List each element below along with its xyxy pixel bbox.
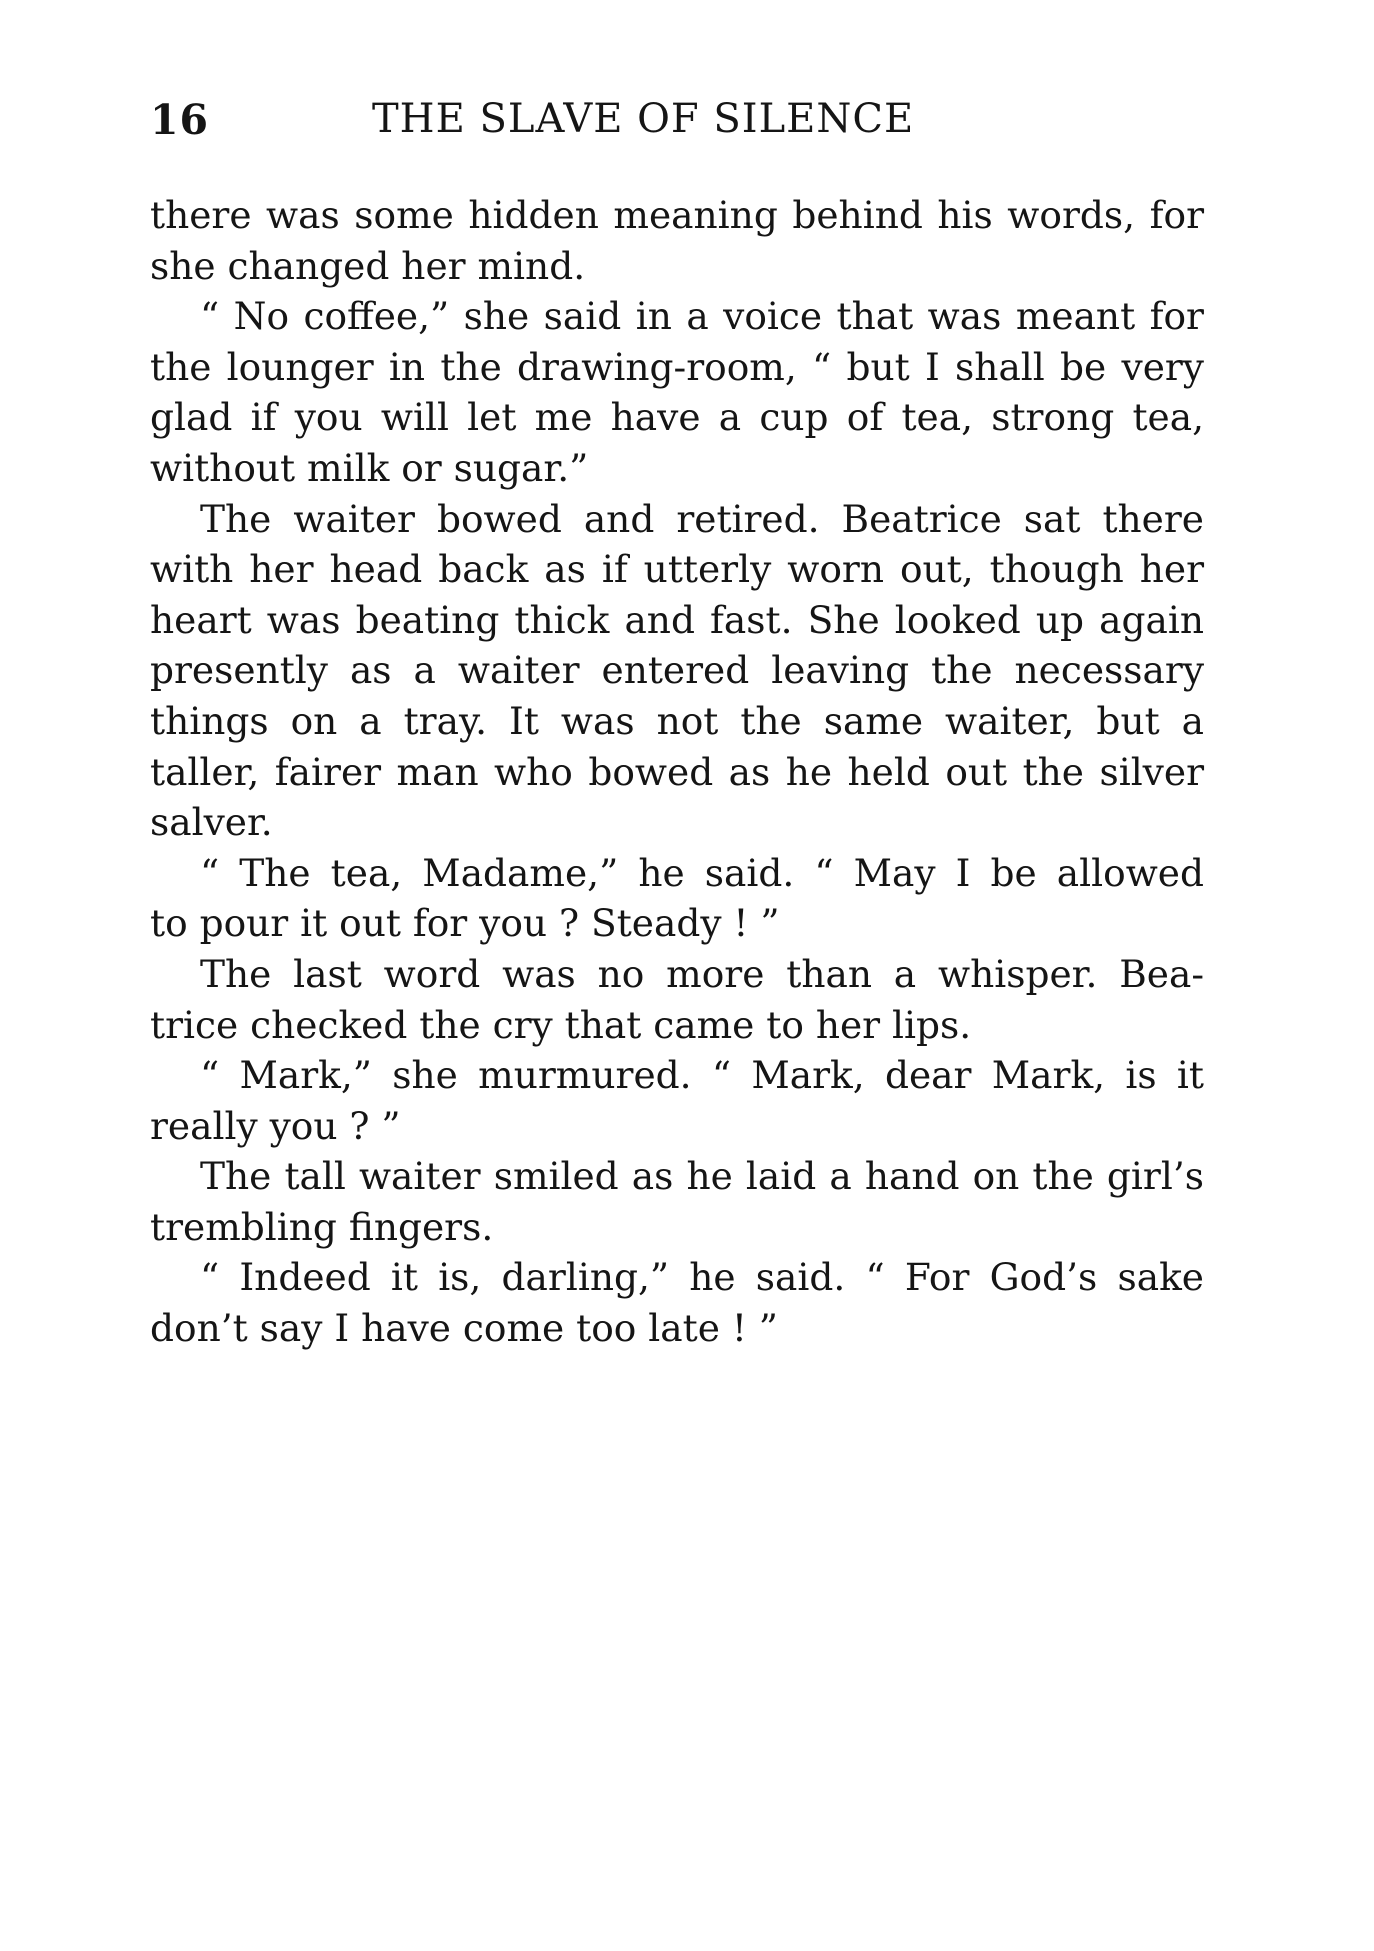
body-text [150, 190, 1204, 1354]
text-line: glad if you will let me have a cup of tea, strong tea, [150, 395, 1204, 440]
text-line: heart was beating thick and fast. She looked up again [150, 597, 1204, 642]
text-line: “ Mark,” she murmured. “ Mark, dear Mark, is it [200, 1053, 1204, 1098]
text-line: taller, fairer man who bowed as he held out the silver [150, 749, 1204, 794]
text-line: there was some hidden meaning behind his words, for [150, 193, 1204, 237]
text-line: she changed her mind. [150, 243, 586, 288]
text-line: “ No coffee,” she said in a voice that was meant for [200, 294, 1204, 339]
text-line: trembling fingers. [150, 1204, 494, 1249]
text-line: don’t say I have come too late ! ” [150, 1306, 778, 1351]
text-line: trice checked the cry that came to her lips. [150, 1002, 972, 1047]
page-number: 16 [150, 96, 210, 144]
running-title: THE SLAVE OF SILENCE [372, 96, 915, 142]
page-header [150, 96, 1204, 156]
text-line: the lounger in the drawing-room, “ but I shall be very [150, 344, 1204, 389]
text-line: “ Indeed it is, darling,” he said. “ For God’s sake [200, 1255, 1204, 1300]
text-line: The waiter bowed and retired. Beatrice sat there [200, 496, 1204, 541]
text-line: The last word was no more than a whisper. Bea- [200, 951, 1204, 996]
text-line: with her head back as if utterly worn out, though her [150, 547, 1204, 592]
text-line: things on a tray. It was not the same waiter, but a [150, 698, 1204, 743]
text-line: presently as a waiter entered leaving the necessary [150, 648, 1204, 693]
text-line: to pour it out for you ? Steady ! ” [150, 901, 780, 946]
text-line: The tall waiter smiled as he laid a hand on the girl’s [200, 1154, 1204, 1199]
text-line: “ The tea, Madame,” he said. “ May I be allowed [200, 850, 1204, 895]
text-line: salver. [150, 800, 273, 845]
text-line: without milk or sugar.” [150, 445, 589, 490]
text-line: really you ? ” [150, 1103, 401, 1148]
